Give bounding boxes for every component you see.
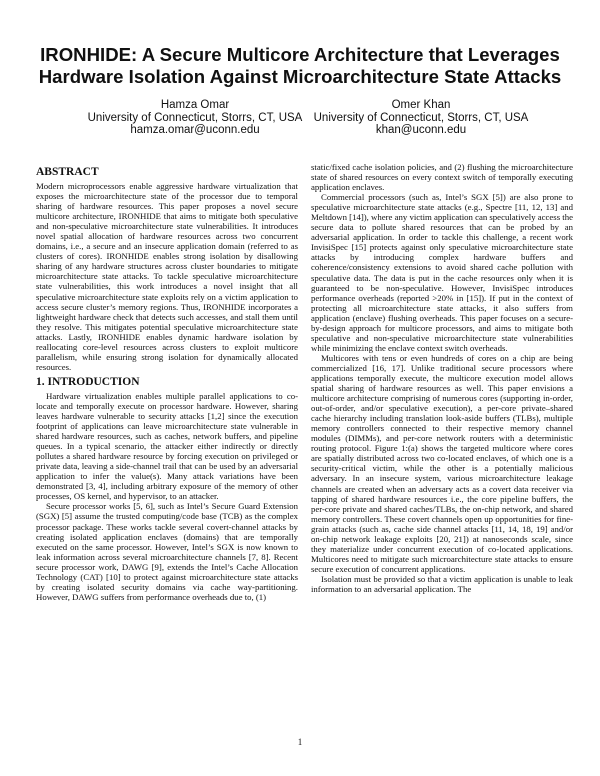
intro-paragraph: Secure processor works [5, 6], such as Intel’s Secure Guard Extension (SGX) [5] assume the trusted computing/code base (TCB) as the complex processor package. These works tackle several covert-channel attacks by creating isolated application enclaves (domains) that are temporally executed on the same processor. However, Intel’s SGX is now known to leak information across several microarchitecture channels [7, 8]. Recent secure processor work, DAWG [9], extends the Intel’s Cache Allocation Technology (CAT) [10] to protect against microarchitecture state attacks by creating isolated security domains via cache way-partitioning. However, DAWG suffers from performance overheads due to, (1) — [36, 501, 298, 602]
author-affiliation: University of Connecticut, Storrs, CT, USA — [313, 111, 529, 124]
introduction-heading: 1. INTRODUCTION — [36, 375, 140, 388]
intro-paragraph: static/fixed cache isolation policies, and (2) flushing the microarchitecture state of shared resources on every context switch of temporally executing application enclaves. — [311, 162, 573, 193]
intro-paragraph: Hardware virtualization enables multiple parallel applications to co-locate and temporally execute on processor hardware. However, sharing leaves hardware vulnerable to security attacks [1,2] since the execution footprint of applications can leave microarchitecture state vulnerable in shared hardware resources, such as caches, network buffers, and pipeline queues. In a typical scenario, the attacker either indirectly or directly pollutes a shared hardware resource by forcing execution on privileged or private data, leaving a side-channel trail that can be used by an adversarial application to infer the value(s). Many attack variations have been demonstrated [3, 4], including arbitrary exposure of the memory of other processes, OS kernel, and hypervisor, to an attacker. — [36, 390, 298, 502]
author-name: Omer Khan — [391, 99, 451, 111]
abstract-text: Modern microprocessors enable aggressive hardware virtualization that exposes the microarchitecture state of the processor due to temporal sharing of hardware resources. This paper proposes a novel secure multicore architecture, IRONHIDE that aims to mitigate both speculative and non-speculative microarchitecture state vulnerabilities. It introduces novel spatial allocation of hardware resources across two concurrent domains, i.e., a secure and an insecure application domain (referred to as clusters of cores). IRONHIDE enables strong isolation by disallowing sharing of any hardware structures across cluster boundaries to mitigate microarchitecture state attacks. To tackle speculative microarchitecture state vulnerabilities, this work introduces a novel insight that all speculative microarchitecture state exploits rely on a victim application to access secure cluster’s memory regions. Thus, IRONHIDE incorporates a lightweight hardware check that detects such accesses, and stall them until they resolve. This mitigates potential speculative microarchitecture state attacks. Lastly, IRONHIDE enables dynamic hardware isolation by reallocating core-level resources across clusters to exploit multicore parallelism, while ensuring strong isolation for dynamically allocated resources. — [36, 181, 298, 372]
page-number: 1 — [297, 737, 303, 747]
intro-paragraph: Isolation must be provided so that a victim application is unable to leak information to an adversarial application. The — [311, 573, 573, 594]
intro-paragraph: Multicores with tens or even hundreds of cores on a chip are being commercialized [16, 17]. Unlike traditional secure processors where applications temporally execute, the multicore execution model allows spatial sharing of hardware resources as well. This paper envisions a multicore architecture comprising of numerous cores (supporting in-order, out-of-order, and/or speculative execution), a per-core private–shared cache hierarchy including translation look-aside buffers (TLBs), multiple memory controllers connected to their respective memory channel modules (DIMMs), and per-core network routers with a deterministic routing protocol. Figure 1:(a) shows the targeted multicore where cores are spatially distributed across two co-located enclaves, of which one is a security-critical victim, while the other is a potentially malicious adversary. In an insecure system, various microarchitecture leakage channels are created when an adversary acts as a covert data receiver via tapping of shared hardware resources i.e., the core pipeline buffers, the per-core private and shared caches/TLBs, the on-chip network, and shared memory controllers. These covert channels open up opportunities for fine-grain attacks (such as, cache side channel attacks [11, 14, 18, 19] and/or on-chip network leakage exploits [20, 21]) at nanoseconds scale, since they materialize under concurrent execution of co-located applications. Multicores need to mitigate such microarchitecture state attacks to ensure secure execution of concurrent applications. — [311, 352, 573, 574]
abstract-heading: ABSTRACT — [36, 166, 99, 178]
author-affiliation: University of Connecticut, Storrs, CT, USA — [87, 111, 303, 124]
author-email: hamza.omar@uconn.edu — [130, 124, 260, 136]
author-name: Hamza Omar — [160, 99, 230, 111]
left-column — [36, 166, 298, 602]
author-2 — [286, 99, 556, 137]
right-column — [311, 162, 573, 594]
author-email: khan@uconn.edu — [375, 124, 467, 136]
intro-paragraph: Commercial processors (such as, Intel’s SGX [5]) are also prone to speculative microarchitecture state attacks (e.g., Spectre [11, 12, 13] and Meltdown [14]), where any victim application can speculatively access the secure data to pollute shared resources that can be probed by an adversarial application. In order to tackle this challenge, a recent work InvisiSpec [15] protects against only speculative microarchitecture state attacks by introducing complex hardware buffers and coherence/consistency extensions to avoid shared cache pollution with speculative data. The data is put in the cache resources only when it is guaranteed to be non-speculative. However, InvisiSpec introduces performance overheads (reported >20% in [15]). If put in the context of protecting all microarchitecture state attacks, it also suffers from application (enclave) flushing overheads. This paper focuses on a secure-by-design approach for multicore processors, and aims to mitigate both speculative and non-speculative microarchitecture state vulnerabilities while minimizing the enclave context switch overheads. — [311, 192, 573, 353]
paper-title: IRONHIDE: A Secure Multicore Architecture that Leverages Hardware Isolation Against Microarchitecture State Attacks — [38, 44, 562, 87]
